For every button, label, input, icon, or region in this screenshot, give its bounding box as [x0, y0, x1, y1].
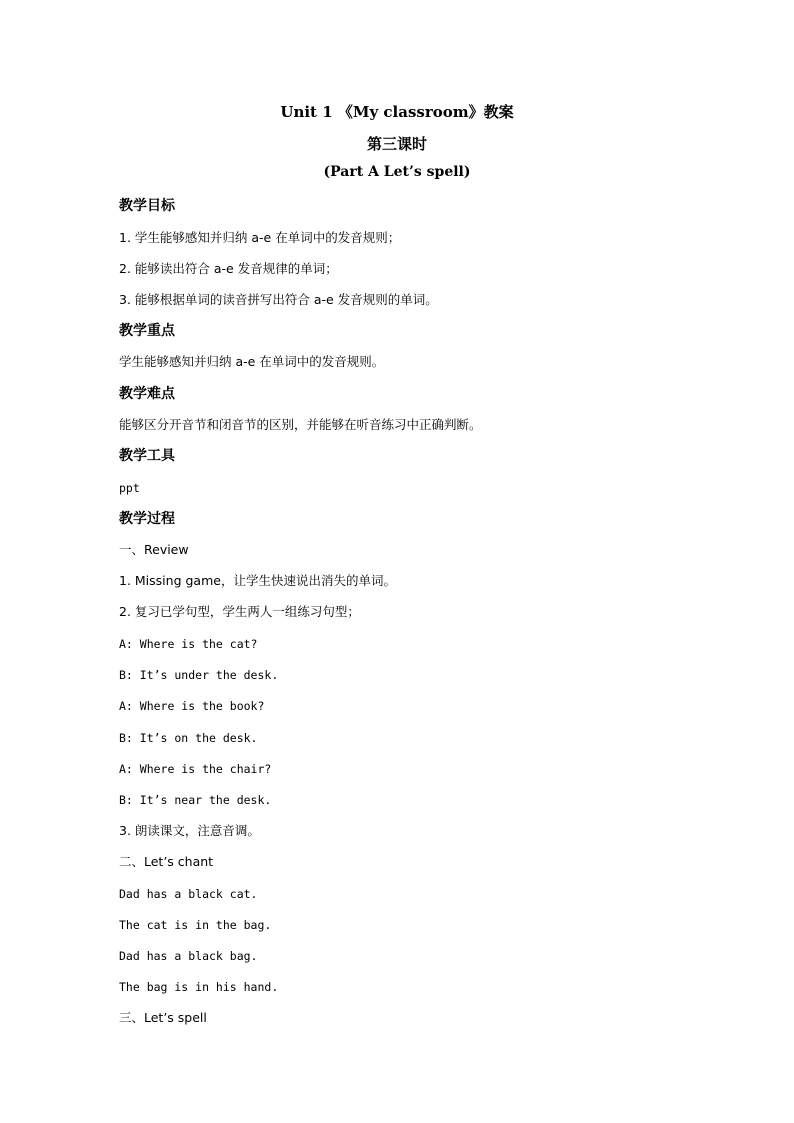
section-heading: 教学工具 [119, 448, 175, 464]
body-line: ppt [119, 481, 140, 495]
document-title: Unit 1 《My classroom》教案 [280, 103, 514, 121]
body-line: 3. 朗读课文，注意音调。 [119, 823, 260, 838]
body-line: 2. 复习已学句型，学生两人一组练习句型； [119, 604, 360, 619]
section-heading: 教学重点 [119, 323, 175, 339]
body-line: 2. 能够读出符合 a-e 发音规律的单词； [119, 261, 338, 276]
body-line: B: It’s under the desk. [119, 668, 279, 682]
body-line: 三、Let’s spell [119, 1010, 207, 1025]
body-line: The cat is in the bag. [119, 918, 272, 932]
body-line: 学生能够感知并归纳 a-e 在单词中的发音规则。 [119, 354, 385, 369]
body-line: 二、Let’s chant [119, 854, 214, 869]
body-line: Dad has a black bag. [119, 949, 258, 963]
lesson-part: (Part A Let’s spell) [323, 164, 471, 180]
section-heading: 教学过程 [119, 511, 175, 527]
body-line: A: Where is the book? [119, 699, 265, 713]
body-line: The bag is in his hand. [119, 980, 279, 994]
section-heading: 教学目标 [119, 198, 175, 214]
body-line: Dad has a black cat. [119, 887, 258, 901]
body-line: 1. 学生能够感知并归纳 a-e 在单词中的发音规则； [119, 230, 401, 245]
body-line: 3. 能够根据单词的读音拼写出符合 a-e 发音规则的单词。 [119, 292, 438, 307]
section-heading: 教学难点 [119, 386, 175, 402]
body-line: B: It’s on the desk. [119, 731, 258, 745]
body-line: B: It’s near the desk. [119, 793, 272, 807]
body-line: 能够区分开音节和闭音节的区别，并能够在听音练习中正确判断。 [119, 417, 482, 432]
body-line: 1. Missing game，让学生快速说出消失的单词。 [119, 573, 396, 588]
body-line: A: Where is the cat? [119, 637, 258, 651]
body-line: 一、Review [119, 542, 189, 557]
body-line: A: Where is the chair? [119, 762, 272, 776]
lesson-number: 第三课时 [366, 135, 427, 153]
